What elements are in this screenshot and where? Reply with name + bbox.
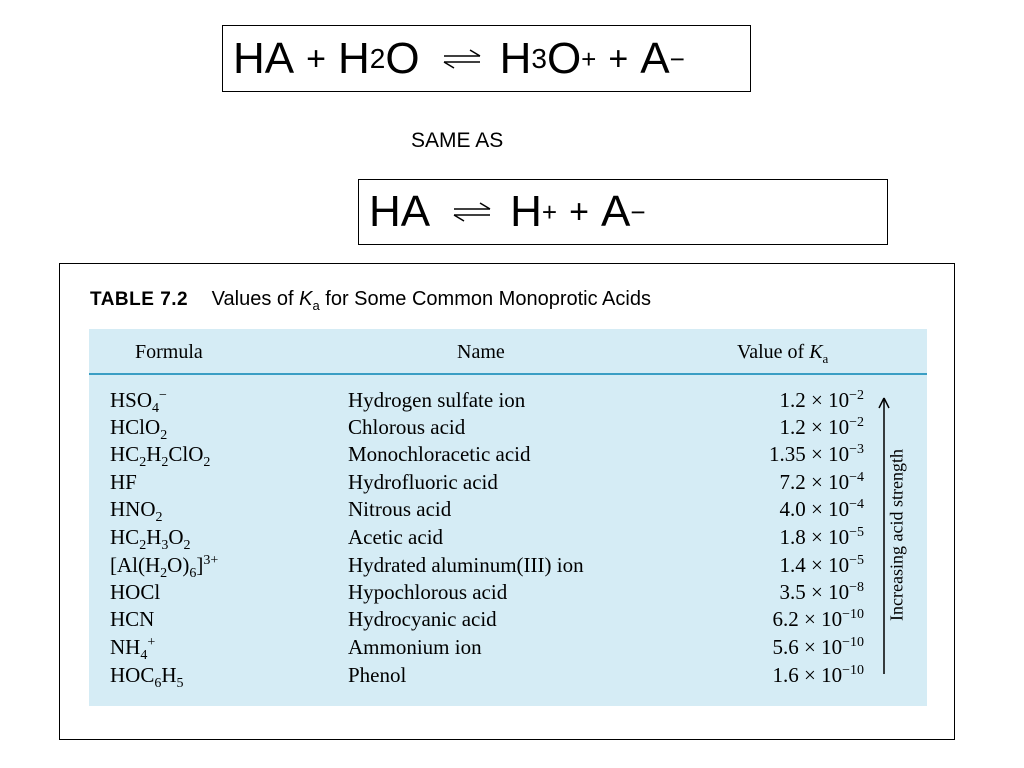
formula-sub: 2 [183, 538, 191, 553]
formula-cell [110, 442, 211, 470]
equilibrium-arrow-icon [452, 201, 492, 223]
acid-name: Phenol [348, 663, 407, 687]
header-value-k-sub: a [822, 351, 829, 366]
equation-box-proton: HA H + + A − [358, 179, 888, 245]
eq2-plus: + [569, 193, 589, 231]
acid-name: Nitrous acid [348, 497, 452, 521]
formula-cell [110, 609, 154, 630]
formula-sup: 3+ [203, 553, 219, 568]
acid-name: Ammonium ion [348, 635, 482, 659]
ka-coef: 5.6 × 10 [772, 635, 843, 659]
table-caption [90, 288, 651, 313]
formula-text: HCN [110, 607, 155, 631]
ka-value [724, 390, 864, 411]
ka-exp: −2 [849, 415, 864, 430]
eq2-a: A [600, 187, 631, 236]
table-title-k-sub: a [312, 298, 320, 313]
eq1-ha: HA [233, 33, 295, 83]
same-as-label: SAME AS [411, 129, 504, 152]
eq1-a: A [640, 33, 670, 83]
eq1-plus: + [306, 39, 326, 78]
ka-value [724, 417, 864, 438]
ka-value [724, 609, 864, 630]
table-title-suffix: for Some Common Monoprotic Acids [319, 288, 651, 310]
equilibrium-arrow-icon [442, 48, 482, 70]
ka-value [724, 472, 864, 493]
eq1-plus2: + [608, 39, 629, 78]
formula-sub: 3 [161, 538, 169, 553]
formula-text: HC [110, 525, 140, 549]
ka-value [724, 665, 864, 686]
ka-exp: −3 [849, 442, 864, 457]
acid-name: Chlorous acid [348, 415, 466, 439]
eq2-ha: HA [369, 187, 431, 236]
ka-coef: 1.8 × 10 [779, 525, 850, 549]
formula-sub: 2 [155, 510, 163, 525]
ka-coef: 1.4 × 10 [779, 553, 850, 577]
formula-text: NH [110, 635, 141, 659]
formula-text: H [161, 663, 177, 687]
formula-cell [110, 553, 219, 581]
header-value-k: K [809, 341, 823, 363]
formula-text: H [146, 525, 162, 549]
formula-cell [110, 525, 191, 553]
ka-coef: 6.2 × 10 [772, 607, 843, 631]
ka-exp: −10 [842, 607, 864, 622]
ka-coef: 7.2 × 10 [779, 470, 850, 494]
formula-text: HF [110, 470, 137, 494]
ka-exp: −4 [849, 497, 864, 512]
formula-cell [110, 415, 168, 443]
equation-box-hydronium: HA + H 2 O H 3 O + + A − [222, 25, 751, 92]
formula-cell [110, 635, 156, 663]
formula-sub: 4 [152, 401, 160, 416]
table-title-prefix: Values of [211, 288, 300, 310]
ka-exp: −5 [849, 525, 864, 540]
header-formula: Formula [135, 341, 203, 363]
formula-sup: − [159, 388, 167, 403]
ka-value [724, 582, 864, 603]
eq2-h: H [510, 187, 542, 236]
eq1-h3o-o: O [546, 33, 582, 83]
formula-text: HNO [110, 497, 156, 521]
formula-text: ClO [168, 442, 204, 466]
formula-text: O [168, 525, 184, 549]
formula-text: HOCl [110, 580, 161, 604]
header-value [737, 341, 828, 367]
header-value-prefix: Value of [737, 341, 810, 363]
ka-coef: 1.35 × 10 [769, 442, 850, 466]
ka-coef: 1.6 × 10 [772, 663, 843, 687]
acid-name: Hypochlorous acid [348, 580, 508, 604]
formula-text: HC [110, 442, 140, 466]
acid-name: Hydrated aluminum(III) ion [348, 553, 584, 577]
acid-name: Hydrofluoric acid [348, 470, 498, 494]
ka-value [724, 637, 864, 658]
ka-exp: −5 [849, 553, 864, 568]
acid-name: Hydrogen sulfate ion [348, 388, 526, 412]
ka-exp: −2 [849, 388, 864, 403]
formula-cell [110, 472, 137, 493]
ka-coef: 1.2 × 10 [779, 388, 850, 412]
formula-sub: 5 [176, 676, 184, 691]
formula-sub: 4 [140, 648, 148, 663]
ka-value [724, 527, 864, 548]
formula-sub: 2 [160, 428, 168, 443]
formula-text: HSO [110, 388, 153, 412]
acid-name: Acetic acid [348, 525, 444, 549]
header-name: Name [457, 341, 505, 363]
eq1-h3o-h: H [499, 33, 532, 83]
ka-exp: −10 [842, 635, 864, 650]
formula-text: H [146, 442, 162, 466]
formula-sub: 6 [189, 566, 197, 581]
eq1-h: H [337, 33, 370, 83]
eq1-o: O [385, 33, 420, 83]
ka-value [724, 555, 864, 576]
formula-sub: 2 [139, 538, 147, 553]
formula-cell [110, 388, 167, 416]
acid-name: Monochloracetic acid [348, 442, 531, 466]
formula-sub: 2 [139, 455, 147, 470]
ka-exp: −8 [849, 580, 864, 595]
formula-cell [110, 497, 163, 525]
ka-coef: 4.0 × 10 [779, 497, 850, 521]
header-rule [89, 373, 927, 375]
acid-name: Hydrocyanic acid [348, 607, 497, 631]
formula-cell [110, 663, 184, 691]
ka-value [724, 444, 864, 465]
ka-value [724, 499, 864, 520]
formula-sup: + [147, 635, 156, 650]
formula-text: O) [167, 553, 190, 577]
formula-cell [110, 582, 160, 603]
formula-text: [Al(H [110, 553, 161, 577]
formula-sub: 6 [154, 676, 162, 691]
table-label: TABLE 7.2 [90, 289, 189, 310]
formula-text: HClO [110, 415, 161, 439]
ka-exp: −4 [849, 470, 864, 485]
ka-coef: 1.2 × 10 [779, 415, 850, 439]
formula-sub: 2 [203, 455, 211, 470]
ka-exp: −10 [842, 663, 864, 678]
formula-sub: 2 [160, 566, 168, 581]
formula-text: HOC [110, 663, 155, 687]
acid-strength-label: Increasing acid strength [886, 449, 907, 621]
table-title-k: K [299, 288, 313, 310]
formula-text: ] [196, 553, 204, 577]
ka-coef: 3.5 × 10 [779, 580, 850, 604]
formula-sub: 2 [161, 455, 169, 470]
